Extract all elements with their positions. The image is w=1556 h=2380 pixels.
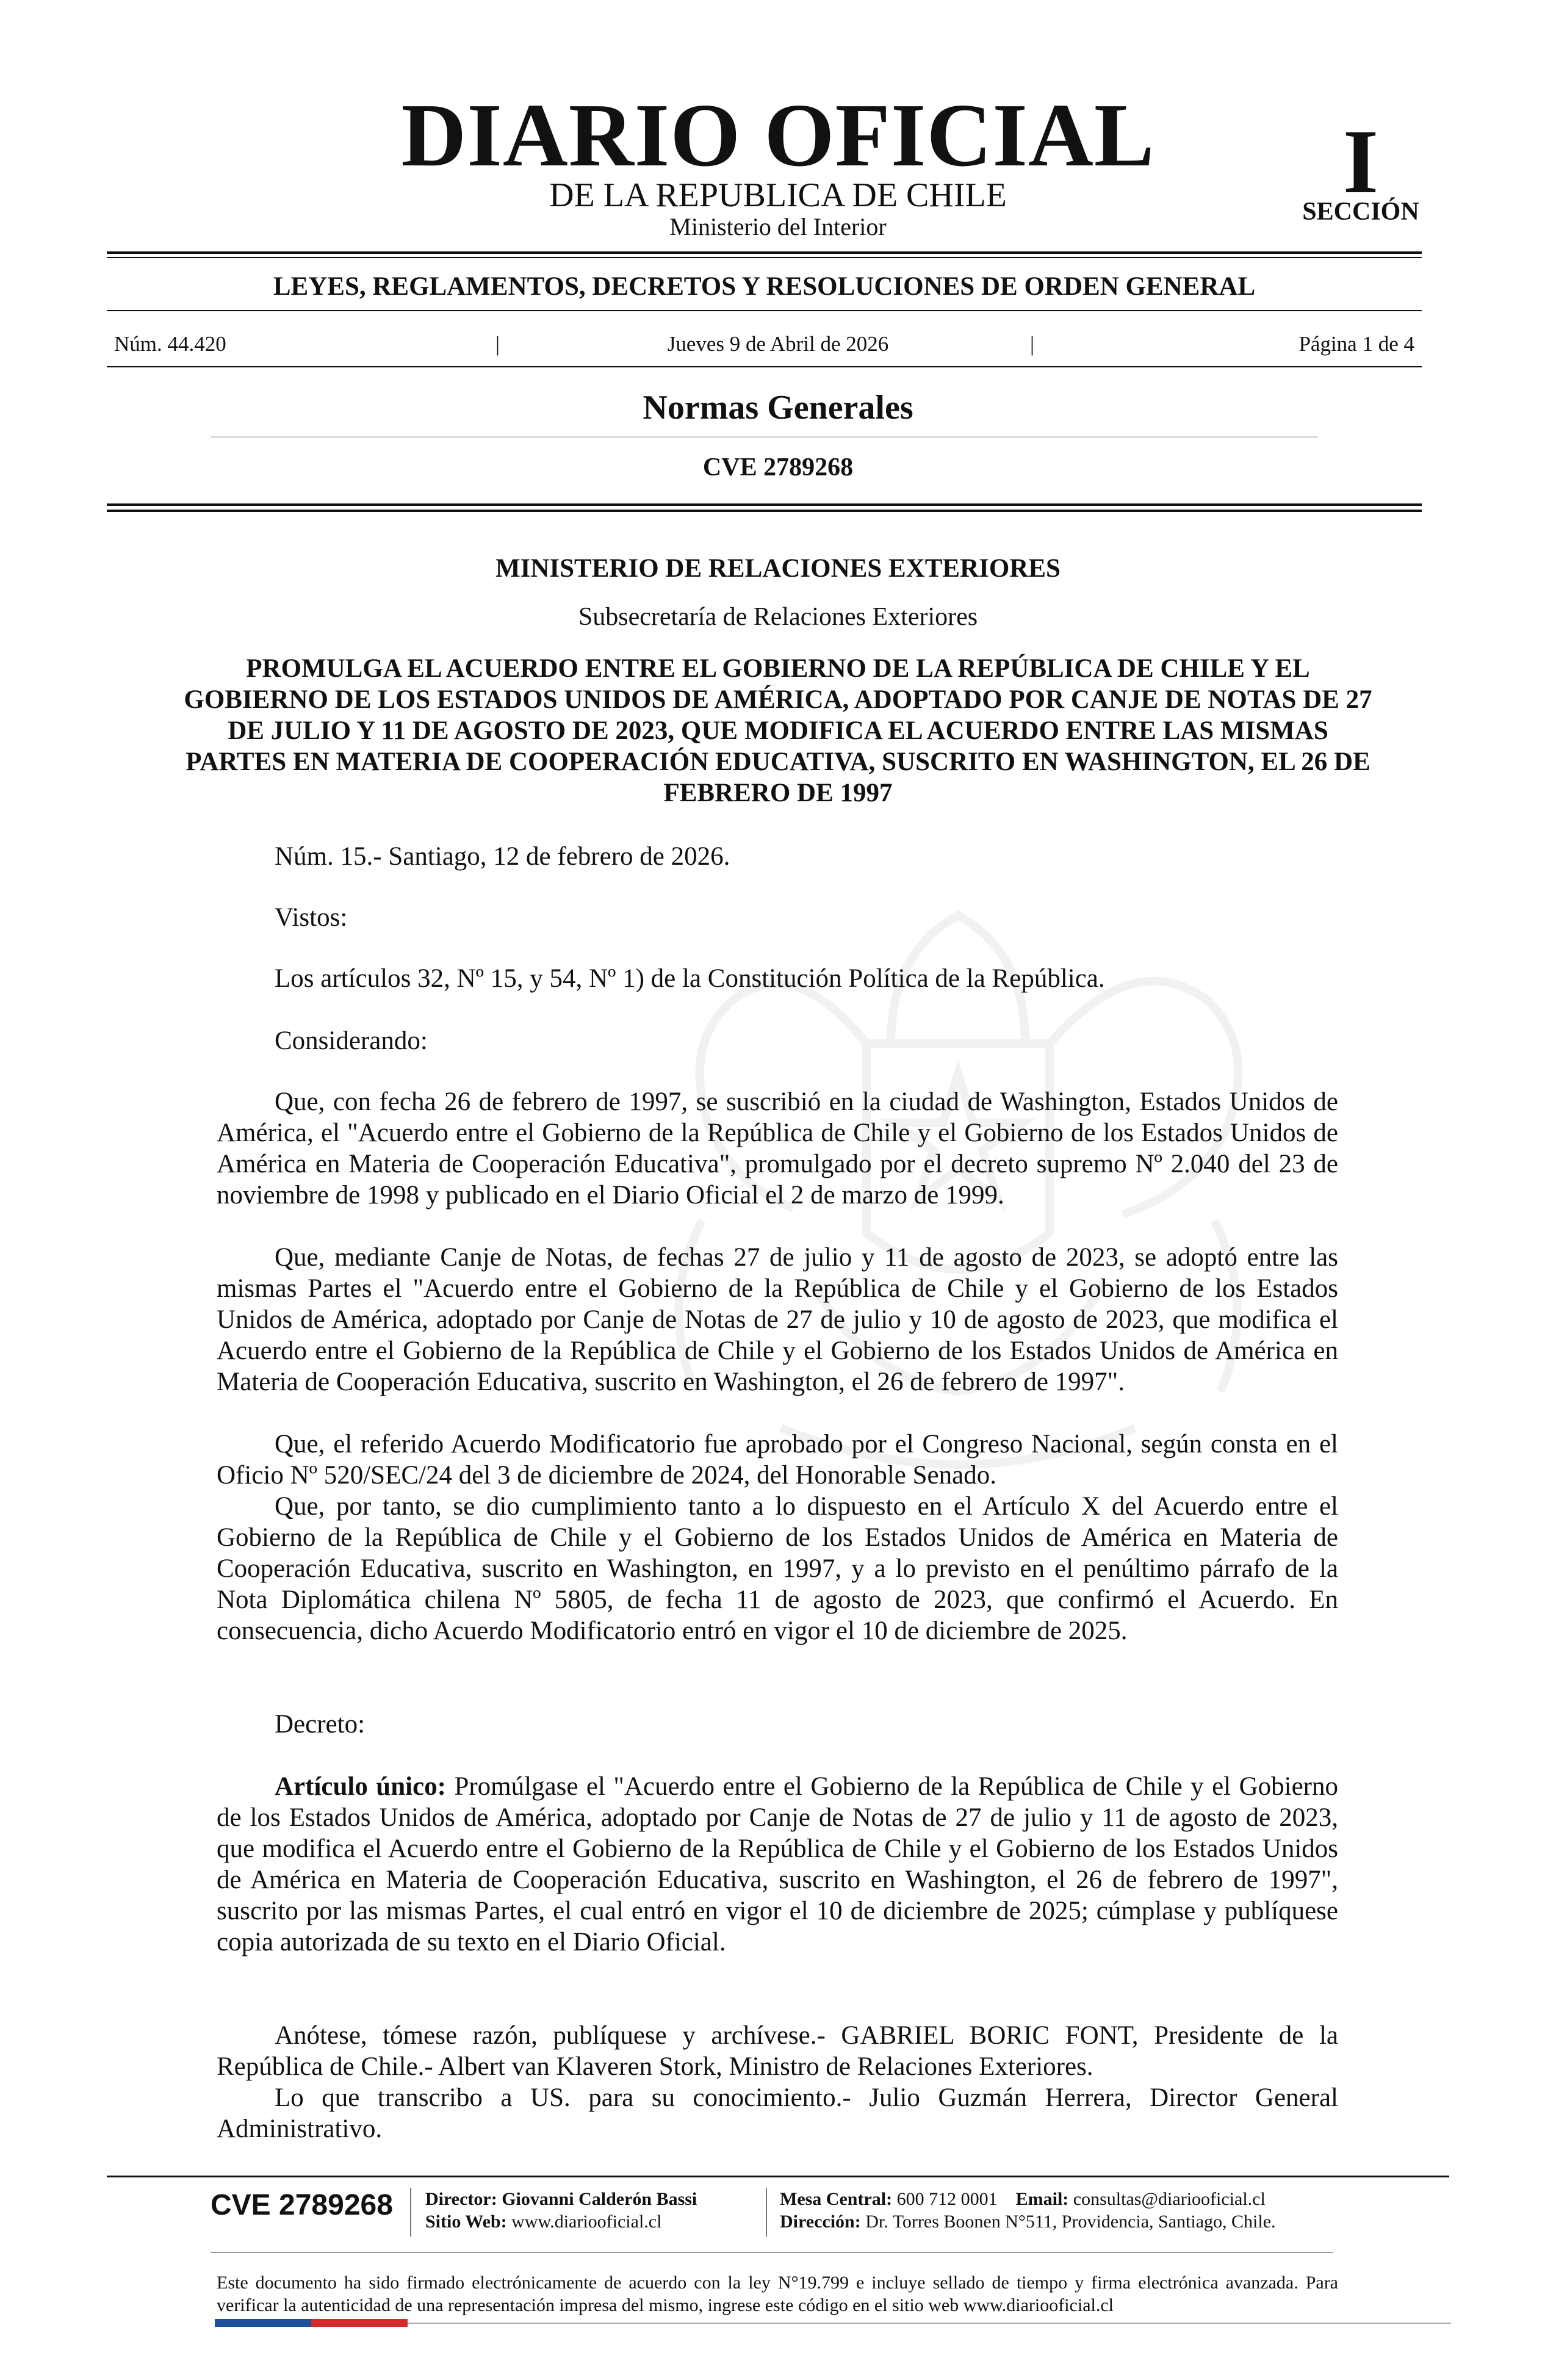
transcription-paragraph: Lo que transcribo a US. para su conocimiento.- Julio Guzmán Herrera, Director General Administrativo. <box>217 2083 1338 2143</box>
section-number: I <box>1342 111 1379 212</box>
masthead-subtitle: DE LA REPUBLICA DE CHILE <box>549 176 1007 214</box>
footer-rule <box>107 2176 1449 2177</box>
considerando-paragraph: Que, por tanto, se dio cumplimiento tanto a lo dispuesto en el Artículo X del Acuerdo entre el Gobierno de la República de Chile y el Gobierno de los Estados Unidos de América en Materia de Cooperación Educativa, suscrito en Washington, en 1997, y a lo previsto en el penúltimo párrafo de la Nota Diplomática chilena Nº 5805, de fecha 11 de agosto de 2023, que confirmó el Acuerdo. En consecuencia, dicho Acuerdo Modificatorio entró en vigor el 10 de diciembre de 2025. <box>217 1492 1338 1645</box>
ministry-heading: MINISTERIO DE RELACIONES EXTERIORES <box>495 554 1061 583</box>
subsecretariat: Subsecretaría de Relaciones Exteriores <box>578 603 978 631</box>
flag-stripe-blue <box>215 2319 311 2327</box>
decree-number: Núm. 15.- Santiago, 12 de febrero de 2026. <box>275 842 730 871</box>
footer-director-block <box>425 2188 767 2233</box>
articulo-text: Promúlgase el "Acuerdo entre el Gobierno de la República de Chile y el Gobierno de los Estados Unidos de América, adoptado por Canje de Notas de 27 de julio y 11 de agosto de 2023, que modifica el Acuerdo entre el Gobierno de la República de Chile y el Gobierno de los Estados Unidos de América en Materia de Cooperación Educativa, suscrito en Washington, el 26 de febrero de 1997", suscrito por las mismas Partes, el cual entró en vigor el 10 de diciembre de 2025; cúmplase y publíquese copia autorizada de su texto en el Diario Oficial. <box>217 1772 1338 1956</box>
closing-paragraph: Anótese, tómese razón, publíquese y archívese.- GABRIEL BORIC FONT, Presidente de la República de Chile.- Albert van Klaveren Stork, Ministro de Relaciones Exteriores. <box>217 2021 1338 2081</box>
email-link[interactable]: consultas@diariooficial.cl <box>1073 2189 1266 2209</box>
cve-code: CVE 2789268 <box>702 453 854 481</box>
email-label: Email: <box>1015 2189 1069 2209</box>
articulo-unico <box>217 1771 1338 1958</box>
section-rule <box>107 503 1422 506</box>
section-divider <box>211 436 1318 438</box>
masthead-rule <box>107 251 1422 254</box>
decreto-label: Decreto: <box>275 1710 366 1739</box>
decree-title: PROMULGA EL ACUERDO ENTRE EL GOBIERNO DE LA REPÚBLICA DE CHILE Y EL GOBIERNO DE LOS ESTADOS UNIDOS DE AMÉRICA, ADOPTADO POR CANJE DE NOTAS DE 27 DE JULIO Y 11 DE AGOSTO DE 2023, QUE MODIFICA EL ACUERDO ENTRE LAS MISMAS PARTES EN MATERIA DE COOPERACIÓN EDUCATIVA, SUSCRITO EN WASHINGTON, EL 26 DE FEBRERO DE 1997 <box>184 654 1372 807</box>
director-label: Director: <box>425 2189 497 2209</box>
masthead-title: DIARIO OFICIAL <box>401 85 1155 186</box>
considerando-paragraph: Que, con fecha 26 de febrero de 1997, se suscribió en la ciudad de Washington, Estados Unidos de América, el "Acuerdo entre el Gobierno de la República de Chile y el Gobierno de los Estados Unidos de América en Materia de Cooperación Educativa", promulgado por el decreto supremo Nº 2.040 del 23 de noviembre de 1998 y publicado en el Diario Oficial el 2 de marzo de 1999. <box>217 1087 1338 1210</box>
section-rule-double <box>107 510 1422 512</box>
footer-separator <box>766 2188 767 2237</box>
category-rule <box>107 310 1422 311</box>
issue-separator: | <box>495 332 500 356</box>
footer-bottom-rule <box>408 2323 1451 2324</box>
category-heading: LEYES, REGLAMENTOS, DECRETOS Y RESOLUCIONES DE ORDEN GENERAL <box>273 272 1256 301</box>
considerando-paragraph: Que, mediante Canje de Notas, de fechas 27 de julio y 11 de agosto de 2023, se adoptó entre las mismas Partes el "Acuerdo entre el Gobierno de la República de Chile y el Gobierno de los Estados Unidos de América, adoptado por Canje de Notas de 27 de julio y 10 de agosto de 2023, que modifica el Acuerdo entre el Gobierno de la República de Chile y el Gobierno de los Estados Unidos de América en Materia de Cooperación Educativa, suscrito en Washington, el 26 de febrero de 1997". <box>217 1243 1338 1396</box>
issue-date: Jueves 9 de Abril de 2026 <box>667 332 889 356</box>
address-label: Dirección: <box>780 2212 861 2232</box>
articulo-label: Artículo único: <box>275 1772 446 1801</box>
footer-contact-block <box>780 2188 1353 2233</box>
issue-separator: | <box>1030 332 1035 356</box>
footer-divider <box>211 2252 1333 2253</box>
page-number: Página 1 de 4 <box>1298 332 1414 356</box>
flag-stripe-red <box>311 2319 408 2327</box>
footer-separator <box>410 2188 411 2237</box>
director-name: Giovanni Calderón Bassi <box>502 2189 697 2209</box>
footer-cve: CVE 2789268 <box>211 2189 393 2221</box>
legal-notice: Este documento ha sido firmado electrónicamente de acuerdo con la ley N°19.799 e incluye sellado de tiempo y firma electrónica avanzada. Para verificar la autenticidad de una representación impresa del mismo, ingrese este código en el sitio web www.diariooficial.cl <box>217 2273 1338 2315</box>
issue-number: Núm. 44.420 <box>114 332 226 356</box>
website-link[interactable]: www.diariooficial.cl <box>511 2212 662 2232</box>
section-title: Normas Generales <box>643 389 913 427</box>
website-label: Sitio Web: <box>425 2212 507 2232</box>
section-label: SECCIÓN <box>1302 198 1419 226</box>
masthead-rule-thin <box>107 257 1422 258</box>
address-value: Dr. Torres Boonen N°511, Providencia, Santiago, Chile. <box>865 2212 1276 2232</box>
mesa-value: 600 712 0001 <box>896 2189 998 2209</box>
vistos-text: Los artículos 32, Nº 15, y 54, Nº 1) de la Constitución Política de la República. <box>275 964 1105 993</box>
considerando-label: Considerando: <box>275 1026 428 1055</box>
vistos-label: Vistos: <box>275 903 348 932</box>
issue-rule <box>107 366 1422 367</box>
considerando-paragraph: Que, el referido Acuerdo Modificatorio fue aprobado por el Congreso Nacional, según consta en el Oficio Nº 520/SEC/24 del 3 de diciembre de 2024, del Honorable Senado. <box>217 1430 1338 1490</box>
mesa-label: Mesa Central: <box>780 2189 893 2209</box>
masthead-ministry: Ministerio del Interior <box>669 213 887 240</box>
